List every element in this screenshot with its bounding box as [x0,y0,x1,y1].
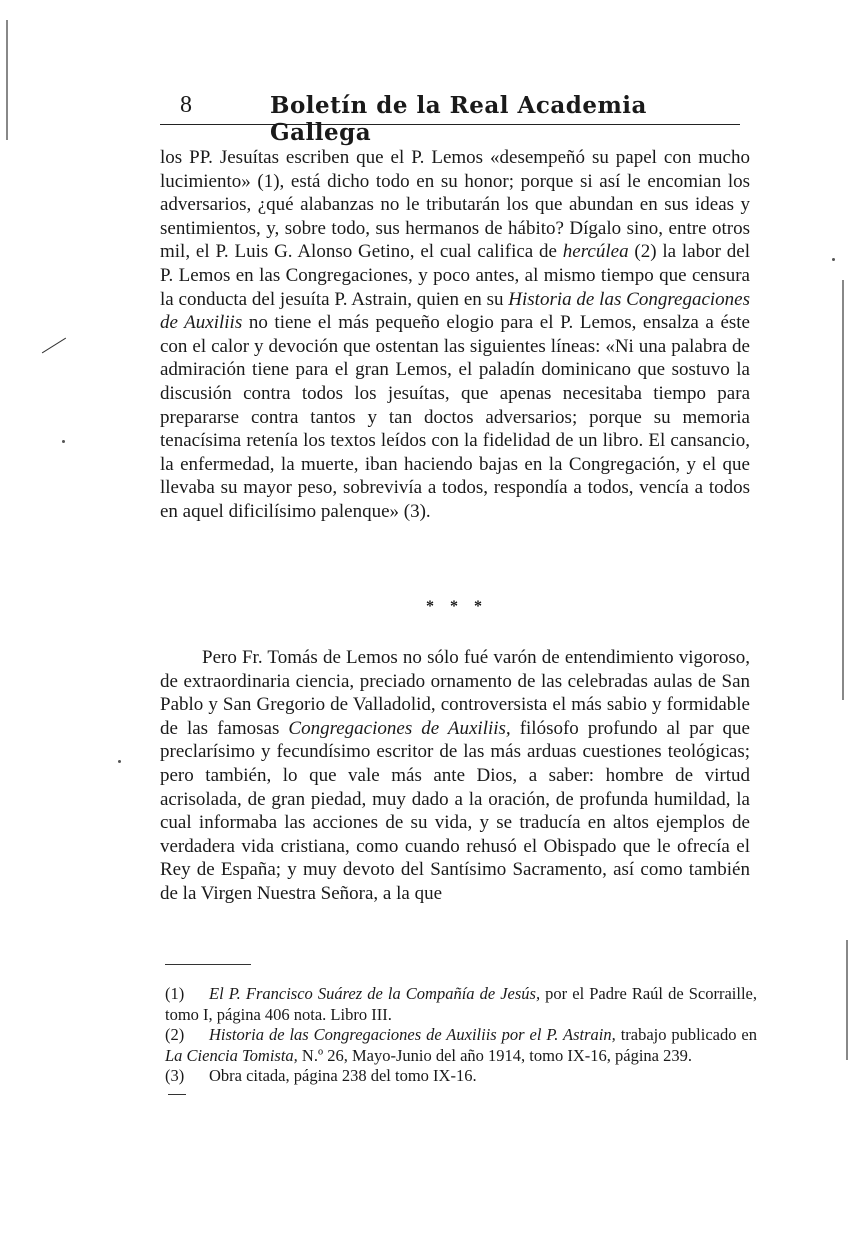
footnote-1-italic: El P. Francisco Suárez de la Compañía de Jesús, [209,984,541,1003]
footnote-2-text-b: N.º 26, Mayo-Junio del año 1914, tomo IX-16, página 239. [297,1045,692,1065]
footnote-2-mark: (2) [165,1025,185,1044]
paragraph-1-italic-a: hercúlea [562,241,629,263]
scan-speck [118,760,121,763]
running-head: Boletín de la Real Academia Gallega [270,92,647,146]
footnote-2 [165,1025,757,1066]
footnote-2-italic-a: Historia de las Congregaciones de Auxiliis por el P. Astrain, [209,1025,616,1044]
footnote-2-text-a: trabajo publicado en [615,1025,758,1044]
footnote-rule [165,964,251,965]
footnote-3-text: Obra citada, página 238 del tomo IX-16. [209,1066,477,1085]
scan-edge-right-lower [846,940,848,1060]
scan-edge-right [842,280,844,700]
scan-edge-left [6,20,8,140]
paragraph-2-text-b: filósofo profundo al par que preclarísimo y fecundísimo escritor de las más arduas cuestiones teológicas; pero también, lo que vale más ante Dios, a saber: hombre de virtud acrisolada, de gran piedad, muy dado a la oración, de profunda humildad, la cual informaba las acciones de su vida, y se traducía en altos ejemplos de verdadera vida cristiana, como cuando rehusó el Obispado que le ofrecía el Rey de España; y muy devoto del Santísimo Sacramento, así como también de la Virgen Nuestra Señora, a la que [160,717,750,904]
paragraph-1-text-b: (2) la labor del P. Lemos en las Congregaciones, y poco antes, al mismo tiempo que censura la conducta del jesuíta P. Astrain, quien en su [160,241,750,310]
paragraph-1-text-a: los PP. Jesuítas escriben que el P. Lemos «desempeñó su papel con mucho lucimiento» (1), está dicho todo en su honor; porque si así le encomian los adversarios, ¿qué alabanzas no le tributarán los que abundan en sus ideas y sentimientos, y, sobre todo, sus hermanos de hábito? Dígalo sino, entre otros mil, el P. Luis G. Alonso Getino, el cual califica de [160,147,750,263]
scan-speck [832,258,835,261]
section-separator: * * * [426,598,488,615]
footnote-2-italic-b: La Ciencia Tomista, [165,1045,298,1065]
paragraph-2 [160,646,750,906]
page-number: 8 [180,92,192,118]
paragraph-2-italic-a: Congregaciones de Auxiliis, [288,717,511,739]
paragraph-1-text-c: no tiene el más pequeño elogio para el P. Lemos, ensalza a éste con el calor y devoción que ostentan las siguientes líneas: «Ni una palabra de admiración tiene para el gran Lemos, el paladín dominicano que sostuvo la discusión contra todos los jesuítas, que apenas necesitaba tiempo para prepararse contra tantos y tan doctos adversarios; porque su memoria tenacísima retenía los textos leídos con la fidelidad de un libro. El cansancio, la enfermedad, la muerte, iban haciendo bajas en la Congregación, y el que llevaba su mayor peso, sobrevivía a todos, respondía a todos, vencía a todos en aquel dificilísimo palenque» (3). [160,312,750,522]
page-header [160,92,740,146]
footnote-1 [165,984,757,1025]
paragraph-1-italic-b: Historia de las Congregaciones de Auxiliis [160,288,750,334]
footnote-3 [165,1066,757,1087]
footnote-pencil-mark [168,1094,186,1095]
scan-speck [62,440,65,443]
footnotes [165,984,757,1087]
margin-pencil-mark [42,338,66,354]
footnote-1-text: por el Padre Raúl de Scorraille, tomo I, página 406 nota. Libro III. [165,984,757,1024]
footnote-1-mark: (1) [165,984,185,1003]
paragraph-2-text-a: Pero Fr. Tomás de Lemos no sólo fué varón de entendimiento vigoroso, de extraordinaria ciencia, preciado ornamento de las celebradas aulas de San Pablo y San Gregorio de Valladolid, controversista el más sabio y formidable de las famosas [160,647,750,739]
paragraph-1 [160,146,750,524]
footnote-3-mark: (3) [165,1066,185,1085]
